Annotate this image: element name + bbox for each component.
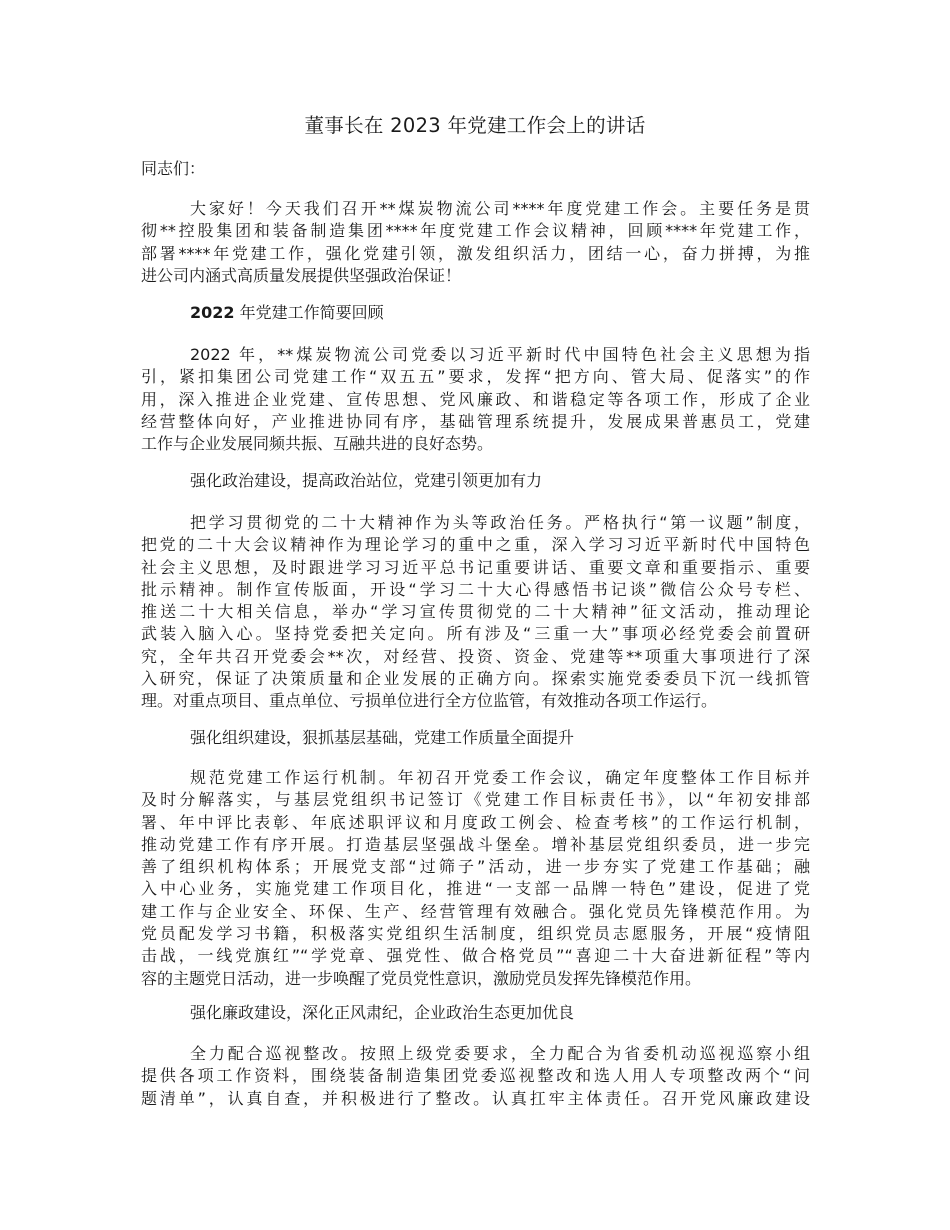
paragraph-line: 及时分解落实，与基层党组织书记签订《党建工作目标责任书》，以“年初安排部 (141, 790, 810, 810)
paragraph-organization (141, 767, 810, 990)
paragraph-line: 题清单”，认真自查，并积极进行了整改。认真扛牢主体责任。召开党风廉政建设 (141, 1088, 810, 1108)
paragraph-line: 提供各项工作资料，围绕装备制造集团党委巡视整改和选人用人专项整改两个“问 (141, 1066, 810, 1086)
paragraph-line: 全力配合巡视整改。按照上级党委要求，全力配合为省委机动巡视巡察小组 (190, 1044, 810, 1063)
paragraph-line: 署、年中评比表彰、年底述职评议和月度政工例会、检查考核”的工作运行机制， (141, 812, 810, 832)
salutation: 同志们： (141, 159, 206, 178)
paragraph-line: 善了组织机构体系；开展党支部“过筛子”活动，进一步夯实了党建工作基础；融 (141, 857, 810, 877)
paragraph-line: 入研究，保证了决策质量和企业发展的正确方向。探索实施党委委员下沉一线抓管 (141, 669, 810, 689)
section-heading-integrity: 强化廉政建设，深化正风肃纪，企业政治生态更加优良 (190, 1003, 575, 1022)
paragraph-line: 规范党建工作运行机制。年初召开党委工作会议，确定年度整体工作目标并 (190, 768, 810, 787)
paragraph-intro (141, 198, 810, 287)
paragraph-line: 武装入脑入心。坚持党委把关定向。所有涉及“三重一大”事项必经党委会前置研 (141, 624, 810, 644)
paragraph-line: 理。对重点项目、重点单位、亏损单位进行全方位监管，有效推动各项工作运行。 (141, 691, 718, 711)
paragraph-line: 入中心业务，实施党建工作项目化，推进“一支部一品牌一特色”建设，促进了党 (141, 879, 810, 899)
paragraph-line: 部署****年党建工作，强化党建引领，激发组织活力，团结一心，奋力拼搏，为推 (141, 243, 810, 263)
paragraph-line: 进公司内涵式高质量发展提供坚强政治保证！ (141, 265, 462, 285)
paragraph-line: 把党的二十大会议精神作为理论学习的重中之重，深入学习习近平新时代中国特色 (141, 535, 810, 555)
paragraph-political (141, 512, 810, 713)
paragraph-line: 建工作与企业安全、环保、生产、经营管理有效融合。强化党员先锋模范作用。为 (141, 901, 810, 921)
paragraph-line: 大家好！今天我们召开**煤炭物流公司****年度党建工作会。主要任务是贯 (190, 199, 810, 218)
section-heading-review (190, 301, 384, 325)
paragraph-review (141, 344, 810, 455)
section-heading-organization: 强化组织建设，狠抓基层基础，党建工作质量全面提升 (190, 728, 575, 747)
paragraph-line: 推送二十大相关信息，举办“学习宣传贯彻党的二十大精神”征文活动，推动理论 (141, 602, 810, 622)
paragraph-line: 引，紧扣集团公司党建工作“双五五”要求，发挥“把方向、管大局、促落实”的作 (141, 367, 810, 387)
paragraph-line: 用，深入推进企业党建、宣传思想、党风廉政、和谐稳定等各项工作，形成了企业 (141, 389, 810, 409)
paragraph-line: 把学习贯彻党的二十大精神作为头等政治任务。严格执行“第一议题”制度， (190, 513, 810, 532)
paragraph-line: 党员配发学习书籍，积极落实党组织生活制度，组织党员志愿服务，开展“疫情阻 (141, 924, 810, 944)
paragraph-line: 批示精神。制作宣传版面，开设“学习二十大心得感悟书记谈”微信公众号专栏、 (141, 579, 810, 599)
paragraph-line: 究，全年共召开党委会**次，对经营、投资、资金、党建等**项重大事项进行了深 (141, 646, 810, 666)
paragraph-line: 推动党建工作有序开展。打造基层坚强战斗堡垒。增补基层党组织委员，进一步完 (141, 834, 810, 854)
paragraph-line: 社会主义思想，及时跟进学习习近平总书记重要讲话、重要文章和重要指示、重要 (141, 557, 810, 577)
document-title: 董事长在 2023 年党建工作会上的讲话 (304, 114, 646, 137)
paragraph-line: 容的主题党日活动，进一步唤醒了党员党性意识，激励党员发挥先锋模范作用。 (141, 968, 702, 988)
heading-text: 年党建工作简要回顾 (234, 303, 384, 322)
section-heading-political: 强化政治建设，提高政治站位，党建引领更加有力 (190, 471, 543, 490)
paragraph-line: 经营整体向好，产业推进协同有序，基础管理系统提升，发展成果普惠员工，党建 (141, 411, 810, 431)
heading-year: 2022 (190, 303, 235, 322)
paragraph-line: 彻**控股集团和装备制造集团****年度党建工作会议精神，回顾****年党建工作， (141, 221, 810, 241)
paragraph-line: 工作与企业发展同频共振、互融共进的良好态势。 (141, 434, 494, 454)
paragraph-line: 2022 年，**煤炭物流公司党委以习近平新时代中国特色社会主义思想为指 (190, 345, 810, 364)
paragraph-integrity (141, 1043, 810, 1110)
paragraph-line: 击战，一线党旗红”“学党章、强党性、做合格党员”“喜迎二十大奋进新征程”等内 (141, 946, 810, 966)
